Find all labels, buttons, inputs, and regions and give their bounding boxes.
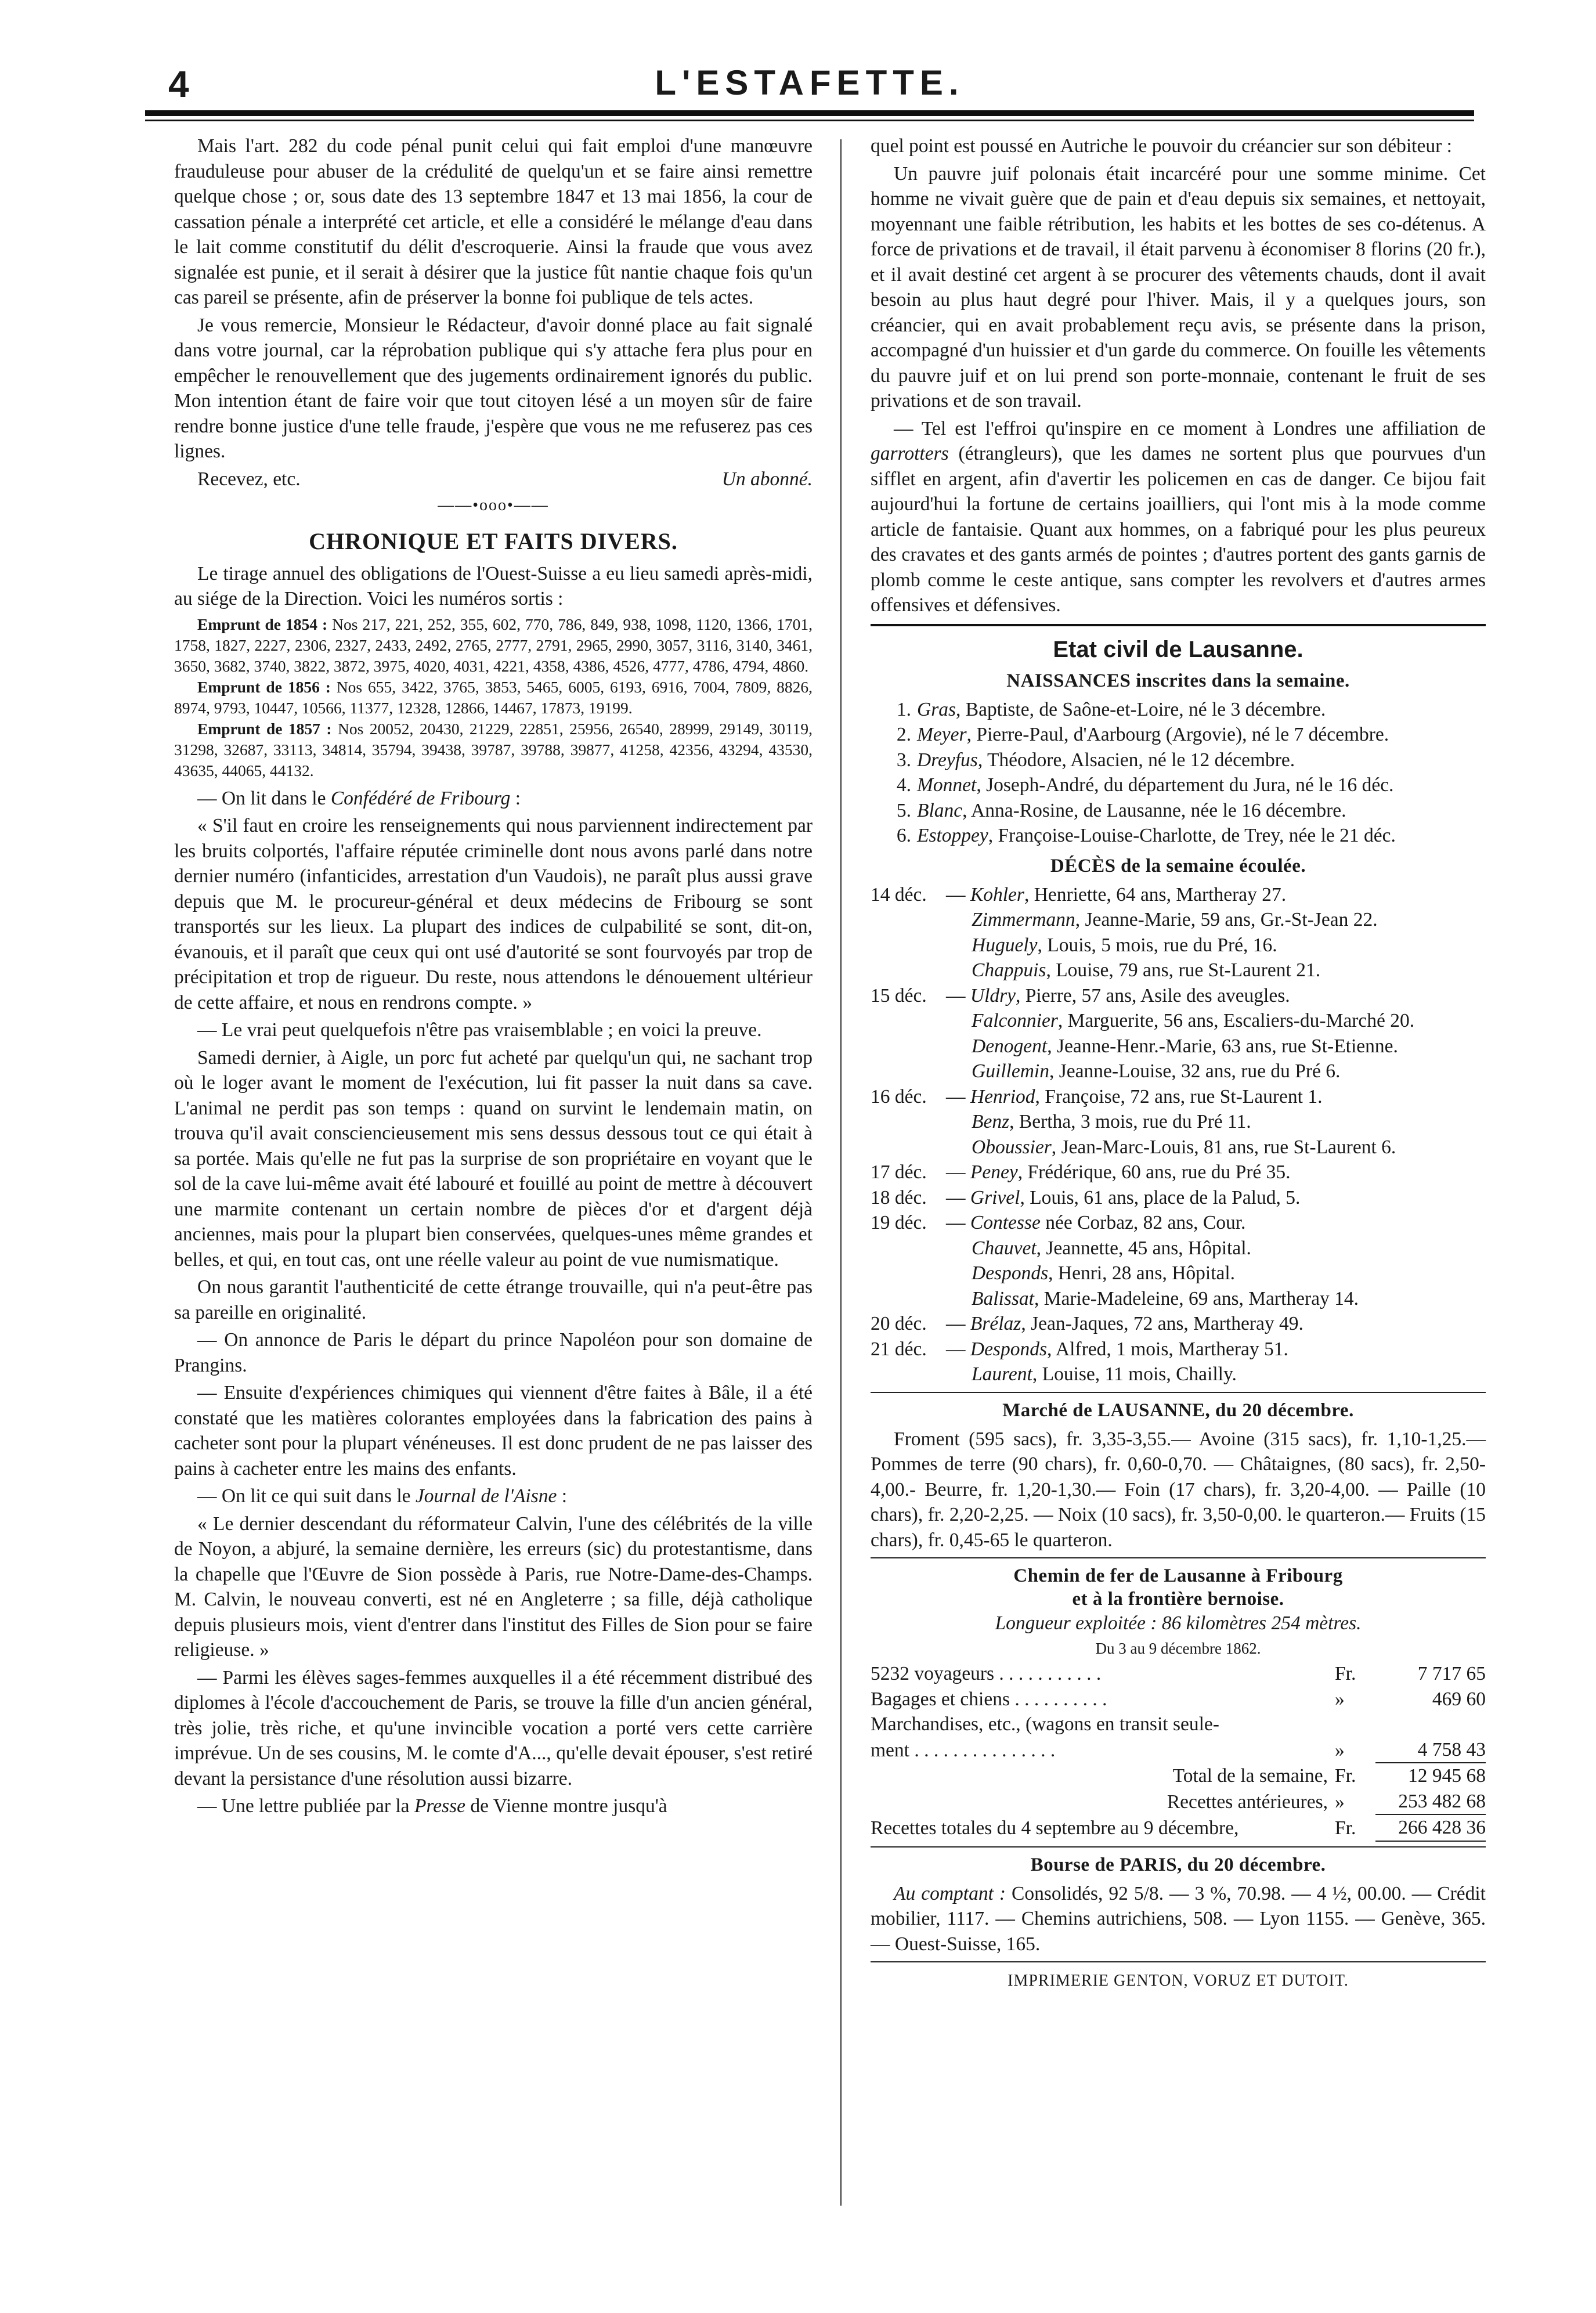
- death-date: 17 déc.: [871, 1161, 927, 1183]
- person-name: Falconnier: [972, 1010, 1058, 1031]
- row-amount: 7 717 65: [1417, 1663, 1486, 1684]
- emprunt-1854: [174, 614, 813, 677]
- list-item: [871, 933, 1486, 958]
- list-item: [871, 798, 1486, 824]
- section-title-chronique: CHRONIQUE ET FAITS DIVERS.: [309, 528, 678, 554]
- emprunt-numbers: Nos 655, 3422, 3765, 3853, 5465, 6005, 6193, 6916, 7004, 7809, 8826, 8974, 9793, 10447, 10566, 11377, 12328, 12866, 14467, 17873, 19199.: [174, 677, 813, 717]
- person-name: Dreyfus: [917, 749, 978, 771]
- death-date: [871, 1286, 946, 1312]
- longueur-text: Longueur exploitée : 86 kilomètres 254 mètres.: [995, 1612, 1362, 1634]
- list-item: [871, 1286, 1486, 1312]
- person-name: Desponds: [972, 1262, 1049, 1284]
- list-item: [871, 983, 1486, 1009]
- item-text: [946, 1286, 1486, 1312]
- death-date: 14 déc.: [871, 883, 927, 905]
- page-number: 4: [168, 63, 189, 105]
- item-text: [946, 1008, 1486, 1034]
- person-details: , Jean-Marc-Louis, 81 ans, rue St-Laurent 6.: [1051, 1136, 1396, 1158]
- row-amount: [1375, 1712, 1486, 1737]
- item-text: [946, 933, 1486, 958]
- list-item: [871, 1236, 1486, 1261]
- item-text: [946, 882, 1486, 908]
- paragraph: — On annonce de Paris le départ du prince Napoléon pour son domaine de Prangins.: [174, 1329, 813, 1376]
- item-text: [946, 1059, 1486, 1084]
- death-date: [871, 1059, 946, 1084]
- person-name: Gras: [917, 698, 956, 720]
- section-rule: [871, 624, 1486, 626]
- item-text: [946, 1261, 1486, 1286]
- text: Consolidés, 92 5/8. — 3 %, 70.98. — 4 ½, 00.00. — Crédit mobilier, 1117. — Chemins autrichiens, 508. — Lyon 1155. — Genève, 365. — Ouest-Suisse, 165.: [871, 1882, 1486, 1955]
- item-text: [946, 1034, 1486, 1059]
- item-text: [946, 907, 1486, 933]
- row-amount: 12 945 68: [1408, 1765, 1486, 1787]
- text: :: [557, 1485, 568, 1507]
- death-date: [871, 1034, 946, 1059]
- death-date: [871, 1135, 946, 1160]
- person-name: Henriod: [970, 1085, 1035, 1107]
- paragraph: — Ensuite d'expériences chimiques qui viennent d'être faites à Bâle, il a été constaté que les matières colorantes employées dans la fabrication des pains à cacheter sont pour la plupart vénéneuses. Il est donc prudent de ne pas laisser des pains à cacheter entre les mains des enfants.: [174, 1382, 813, 1480]
- death-date: [871, 1261, 946, 1286]
- row-currency: »: [1335, 1739, 1345, 1761]
- list-item: [871, 958, 1486, 983]
- text: — Tel est l'effroi qu'inspire en ce moment à Londres une affiliation de: [894, 417, 1486, 439]
- item-text: [917, 748, 1295, 773]
- person-name: Meyer: [917, 724, 967, 745]
- row-label: Total de la semaine,: [1172, 1765, 1328, 1787]
- list-item: [871, 1084, 1486, 1110]
- death-date: [871, 933, 946, 958]
- list-item: [871, 697, 1486, 723]
- emprunt-numbers: Nos 217, 221, 252, 355, 602, 770, 786, 849, 938, 1098, 1120, 1366, 1701, 1758, 1827, 2227, 2306, 2327, 2433, 2492, 2765, 2777, 2791, 2965, 2990, 3057, 3116, 3140, 3461, 3650, 3682, 3740, 3822, 3872, 3975, 4020, 4031, 4221, 4358, 4386, 4526, 4777, 4786, 4794, 4860.: [174, 615, 813, 675]
- person-details: , Marie-Madeleine, 69 ans, Martheray 14.: [1034, 1287, 1359, 1309]
- item-number: 4.: [896, 774, 911, 796]
- ornament-divider: ——•ooo•——: [438, 496, 549, 514]
- emprunt-1856: [174, 677, 813, 719]
- list-item: [871, 1337, 1486, 1362]
- item-text: [946, 1236, 1486, 1261]
- dash: —: [946, 1161, 970, 1183]
- row-currency: »: [1335, 1688, 1345, 1710]
- person-details: , Joseph-André, du département du Jura, né le 16 déc.: [976, 774, 1394, 796]
- section-title-etat-civil: Etat civil de Lausanne.: [1053, 636, 1303, 662]
- list-item: [871, 882, 1486, 908]
- person-name: Balissat: [972, 1287, 1034, 1309]
- list-item: [871, 748, 1486, 773]
- list-item: [871, 1311, 1486, 1337]
- death-date: 16 déc.: [871, 1085, 927, 1107]
- source-name: Presse: [414, 1795, 466, 1817]
- person-name: Huguely: [972, 934, 1038, 956]
- emprunt-label: Emprunt de 1857 :: [197, 719, 332, 738]
- item-text: [917, 722, 1389, 748]
- item-text: [946, 958, 1486, 983]
- emprunt-label: Emprunt de 1856 :: [197, 677, 331, 696]
- list-item: [871, 823, 1486, 849]
- person-details: , Jeanne-Louise, 32 ans, rue du Pré 6.: [1049, 1060, 1341, 1082]
- paragraph: On nous garantit l'authenticité de cette étrange trouvaille, qui n'a peut-être pas sa pareille en originalité.: [174, 1276, 813, 1323]
- person-name: Brélaz: [970, 1313, 1021, 1334]
- row-amount: 253 482 68: [1375, 1789, 1486, 1815]
- person-details: , Françoise-Louise-Charlotte, de Trey, née le 21 déc.: [988, 825, 1396, 846]
- naissances-list: [871, 697, 1486, 849]
- paragraph: [174, 786, 813, 811]
- row-amount: 266 428 36: [1375, 1814, 1486, 1841]
- closing-text: Recevez, etc.: [197, 468, 301, 490]
- paragraph: [871, 1881, 1486, 1957]
- person-details: née Corbaz, 82 ans, Cour.: [1040, 1212, 1246, 1233]
- death-date: 18 déc.: [871, 1186, 927, 1208]
- dash: —: [946, 1212, 970, 1233]
- death-date: [871, 1109, 946, 1135]
- person-name: Kohler: [970, 883, 1024, 905]
- item-text: [946, 1109, 1486, 1135]
- table-row: [871, 1789, 1486, 1815]
- title-line: et à la frontière bernoise.: [1072, 1589, 1284, 1610]
- row-label: Marchandises, etc., (wagons en transit seule-: [871, 1713, 1219, 1735]
- person-name: Chauvet: [972, 1237, 1037, 1259]
- item-text: [946, 983, 1486, 1009]
- person-name: Laurent: [972, 1363, 1032, 1385]
- person-details: , Jeanne-Marie, 59 ans, Gr.-St-Jean 22.: [1075, 909, 1378, 930]
- text: de Vienne montre jusqu'à: [465, 1795, 667, 1817]
- chemin-period: Du 3 au 9 décembre 1862.: [1095, 1639, 1261, 1657]
- person-details: , Anna-Rosine, de Lausanne, née le 16 décembre.: [962, 799, 1346, 821]
- row-label: Bagages et chiens . . . . . . . . . .: [871, 1688, 1107, 1710]
- person-details: , Jeanne-Henr.-Marie, 63 ans, rue St-Etienne.: [1047, 1035, 1398, 1057]
- row-currency: Fr.: [1335, 1765, 1356, 1787]
- person-details: , Pierre, 57 ans, Asile des aveugles.: [1016, 984, 1290, 1006]
- table-row: [871, 1763, 1486, 1789]
- subsection-title-naissances: NAISSANCES inscrites dans la semaine.: [1006, 670, 1350, 691]
- item-text: [946, 1135, 1486, 1160]
- list-item: [871, 1034, 1486, 1059]
- list-item: [871, 1008, 1486, 1034]
- person-name: Monnet: [917, 774, 977, 796]
- death-date: 21 déc.: [871, 1338, 927, 1360]
- table-row: [871, 1712, 1486, 1737]
- person-name: Blanc: [917, 799, 963, 821]
- table-row: [871, 1687, 1486, 1712]
- right-column: [871, 133, 1486, 1994]
- row-currency: Fr.: [1335, 1817, 1356, 1839]
- person-details: , Baptiste, de Saône-et-Loire, né le 3 décembre.: [956, 698, 1326, 720]
- signature: Un abonné.: [721, 468, 813, 490]
- dash: —: [946, 1338, 970, 1360]
- column-divider: [840, 139, 842, 2206]
- person-details: , Alfred, 1 mois, Martheray 51.: [1047, 1338, 1288, 1360]
- person-details: , Pierre-Paul, d'Aarbourg (Argovie), né le 7 décembre.: [966, 724, 1389, 745]
- row-currency: »: [1335, 1791, 1345, 1813]
- person-details: , Louise, 79 ans, rue St-Laurent 21.: [1046, 959, 1321, 981]
- dash: —: [946, 1313, 970, 1334]
- item-text: [917, 773, 1393, 798]
- list-item: [871, 1362, 1486, 1387]
- list-item: [871, 1185, 1486, 1211]
- row-currency: Fr.: [1335, 1663, 1356, 1684]
- death-date: 19 déc.: [871, 1212, 927, 1233]
- person-name: Denogent: [972, 1035, 1048, 1057]
- section-rule: [871, 1392, 1486, 1393]
- paragraph: [174, 1484, 813, 1509]
- paragraph: Mais l'art. 282 du code pénal punit celui qui fait emploi d'une manœuvre frauduleuse pour abuser de la crédulité de quelqu'un et se faire ainsi remettre quelque chose ; or, sous date des 13 septembre 1847 et 13 mai 1856, la cour de cassation pénale a interprété cet article, et elle a considéré le mélange d'eau dans le lait comme constitutif du délit d'escroquerie. Ainsi la fraude que vous avez signalée est punie, et il serait à désirer que la justice fût nantie chaque fois qu'un cas pareil se présente, afin de préserver la bonne foi publique de tels actes.: [174, 135, 813, 308]
- death-date: [871, 958, 946, 983]
- person-name: Benz: [972, 1111, 1010, 1132]
- table-row: [871, 1661, 1486, 1687]
- list-item: [871, 1109, 1486, 1135]
- subsection-title-deces: DÉCÈS de la semaine écoulée.: [1050, 855, 1306, 876]
- paragraph: « S'il faut en croire les renseignements qui nous parviennent indirectement par les bruits colportés, l'affaire réputée criminelle dont nous avons parlé dans notre dernier numéro (infanticides, arrestation d'un Vaudois), ne paraît plus aussi grave depuis que M. le procureur-général et deux médecins de Fribourg se sont transportés sur les lieux. La plupart des indices de culpabilité se sont, dit-on, évanouis, et il paraît que ceux qui ont usé d'autorité se sont fourvoyés par trop de précipitation et trop de rigueur. Du reste, nous attendons le dénouement ultérieur de cette affaire, et nous en rendrons compte. »: [174, 815, 813, 1013]
- person-details: , Françoise, 72 ans, rue St-Laurent 1.: [1035, 1085, 1323, 1107]
- list-item: [871, 1261, 1486, 1286]
- person-name: Zimmermann: [972, 909, 1075, 930]
- row-label: ment . . . . . . . . . . . . . . .: [871, 1739, 1056, 1761]
- section-rule: [871, 1961, 1486, 1962]
- person-details: , Jean-Jaques, 72 ans, Martheray 49.: [1021, 1313, 1303, 1334]
- paragraph: Je vous remercie, Monsieur le Rédacteur, d'avoir donné place au fait signalé dans votre journal, car la réprobation publique qui s'y attache fera plus pour en empêcher le renouvellement que des jugements ordinairement ignorés du public. Mon intention étant de faire voir que tout citoyen lésé a un moyen sûr de faire rendre bonne justice d'une telle fraude, j'espère que vous ne me refuserez pas ces lignes.: [174, 314, 813, 462]
- person-name: Guillemin: [972, 1060, 1049, 1082]
- lead-text: Au comptant :: [894, 1882, 1006, 1904]
- person-name: Grivel: [970, 1186, 1020, 1208]
- death-date: 15 déc.: [871, 984, 927, 1006]
- section-title-chemin-de-fer: [871, 1564, 1486, 1611]
- table-row: [871, 1814, 1486, 1841]
- row-label: Recettes antérieures,: [1167, 1791, 1328, 1813]
- emphasis: garrotters: [871, 443, 949, 464]
- deces-list: [871, 882, 1486, 1387]
- text: :: [510, 787, 521, 809]
- person-details: , Henri, 28 ans, Hôpital.: [1048, 1262, 1236, 1284]
- list-item: [871, 1210, 1486, 1236]
- paragraph: Le tirage annuel des obligations de l'Ouest-Suisse a eu lieu samedi après-midi, au siége de la Direction. Voici les numéros sortis :: [174, 562, 813, 609]
- list-item: [871, 1135, 1486, 1160]
- item-text: [946, 1311, 1486, 1337]
- paragraph: quel point est poussé en Autriche le pouvoir du créancier sur son débiteur :: [871, 135, 1452, 157]
- lottery-numbers: [174, 614, 813, 781]
- paragraph: [871, 416, 1486, 618]
- row-amount: 4 758 43: [1375, 1737, 1486, 1763]
- paragraph: Samedi dernier, à Aigle, un porc fut acheté par quelqu'un qui, ne sachant trop où le loger avant le moment de l'exécution, lui fit passer la nuit dans sa cave. L'animal ne perdit pas son temps : quand on survint le lendemain matin, on trouva qu'il avait consciencieusement mis sens dessus dessous tout ce qui était à sa portée. Mais qu'elle ne fut pas la surprise de son propriétaire en voyant que le sol de la cave lui-même avait été labouré et fouillé au point de mettre à découvert une marmite contenant un certain nombre de pièces d'or et d'argent déjà anciennes, mais pour la plupart bien conservées, quelques-unes même grandes et belles, et qui, en tout cas, ont une réelle valeur au point de vue numismatique.: [174, 1047, 813, 1271]
- person-name: Estoppey: [917, 825, 988, 846]
- list-item: [871, 1160, 1486, 1185]
- person-details: , Louis, 5 mois, rue du Pré, 16.: [1037, 934, 1277, 956]
- item-text: [946, 1185, 1486, 1211]
- chemin-longueur: [871, 1611, 1486, 1636]
- row-currency: [1335, 1712, 1375, 1737]
- item-number: 1.: [896, 698, 911, 720]
- text: (étrangleurs), que les dames ne sortent plus que pourvues d'un sifflet en argent, afin d'avertir les policemen en cas de danger. Ce bijou fait aujourd'hui la fortune de certains joailliers, qui l'ont mis à la mode comme article de fantaisie. Quant aux hommes, on a fabriqué pour les plus peureux des cravates et des gants armés de pointes ; d'autres portent des gants garnis de plomb comme le ceste antique, sans compter les revolvers et d'autres armes offensives et défensives.: [871, 443, 1486, 616]
- item-number: 5.: [896, 799, 911, 821]
- paragraph: « Le dernier descendant du réformateur Calvin, l'une des célébrités de la ville de Noyon, a abjuré, la semaine dernière, les erreurs (sic) du protestantisme, dans la chapelle que l'Œuvre de Sion possède à Paris, rue Notre-Dame-des-Champs. M. Calvin, le nouveau converti, est né en Angleterre ; sa fille, déjà catholique depuis plusieurs mois, vient d'entrer dans l'institut des Filles de Sion pour se faire religieuse. »: [174, 1513, 813, 1661]
- item-text: [946, 1210, 1486, 1236]
- paragraph: Un pauvre juif polonais était incarcéré pour une somme minime. Cet homme ne vivait guère que de pain et d'eau depuis six semaines, et nettoyait, moyennant une faible rétribution, les habits et les bottes de ses co-détenus. A force de privations et de travail, il était parvenu à économiser 8 florins (20 fr.), et il avait destiné cet argent à se procurer des vêtements chauds, dont il avait besoin au plus haut degré pour l'hiver. Mais, il y a quelques jours, son créancier, qui en avait probablement reçu avis, se présente dans la prison, accompagné d'un huissier et d'un garde du commerce. On fouille les vêtements du pauvre juif et on lui prend son porte-monnaie, contenant le fruit de ses privations et de son travail.: [871, 163, 1486, 412]
- section-rule: [871, 1557, 1486, 1558]
- dash: —: [946, 984, 970, 1006]
- header-rule-thick: [145, 110, 1474, 116]
- person-name: Oboussier: [972, 1136, 1052, 1158]
- item-text: [917, 823, 1396, 849]
- emprunt-numbers: Nos 20052, 20430, 21229, 22851, 25956, 26540, 28999, 29149, 30119, 31298, 32687, 33113, 34814, 35794, 39438, 39787, 39788, 39877, 41258, 42356, 43294, 43530, 43635, 44065, 44132.: [174, 719, 813, 780]
- title-line: Chemin de fer de Lausanne à Fribourg: [1013, 1565, 1343, 1586]
- person-name: Desponds: [970, 1338, 1048, 1360]
- death-date: [871, 907, 946, 933]
- row-label: 5232 voyageurs . . . . . . . . . . .: [871, 1663, 1102, 1684]
- emprunt-1857: [174, 719, 813, 781]
- death-date: [871, 1008, 946, 1034]
- printer-credit: IMPRIMERIE GENTON, VORUZ ET DUTOIT.: [1008, 1972, 1349, 1990]
- death-date: 20 déc.: [871, 1313, 927, 1334]
- item-number: 6.: [896, 825, 911, 846]
- list-item: [871, 773, 1486, 798]
- header-rule-thin: [145, 120, 1474, 121]
- item-text: [946, 1160, 1486, 1185]
- person-details: , Louise, 11 mois, Chailly.: [1032, 1363, 1237, 1385]
- paragraph: Froment (595 sacs), fr. 3,35-3,55.— Avoine (315 sacs), fr. 1,10-1,25.— Pommes de terre (90 chars), fr. 0,60-0,70. — Châtaignes, (80 sacs), fr. 2,50-4,00.- Beurre, fr. 1,20-1,30.— Foin (17 chars), fr. 3,20-4,00. — Paille (10 chars), fr. 2,20-2,25. — Noix (10 sacs), fr. 3,50-0,00. le quarteron.— Fruits (15 chars), fr. 0,45-65 le quarteron.: [871, 1428, 1486, 1551]
- section-rule: [871, 1846, 1486, 1847]
- list-item: [871, 722, 1486, 748]
- dash: —: [946, 1186, 970, 1208]
- row-label: Recettes totales du 4 septembre au 9 décembre,: [871, 1817, 1239, 1839]
- item-text: [946, 1362, 1486, 1387]
- text: — On lit ce qui suit dans le: [197, 1485, 416, 1507]
- death-date: [871, 1236, 946, 1261]
- item-text: [946, 1337, 1486, 1362]
- person-details: , Jeannette, 45 ans, Hôpital.: [1036, 1237, 1251, 1259]
- item-number: 3.: [896, 749, 911, 771]
- list-item: [871, 907, 1486, 933]
- list-item: [871, 1059, 1486, 1084]
- dash: —: [946, 1085, 970, 1107]
- paragraph: — Parmi les élèves sages-femmes auxquelles il a été récemment distribué des diplomes à l'école d'accouchement de Paris, se trouve la fille d'un ancien général, très jolie, très riche, et qu'une invincible vocation a porté vers cette carrière imprévue. Un de ses cousins, M. le comte d'A..., qu'elle devait épouser, s'est retiré devant la persistance d'une résolution aussi bizarre.: [174, 1666, 813, 1789]
- person-name: Uldry: [970, 984, 1016, 1006]
- person-name: Contesse: [970, 1212, 1041, 1233]
- dash: —: [946, 883, 970, 905]
- paragraph: [174, 1794, 813, 1819]
- section-title-bourse: Bourse de PARIS, du 20 décembre.: [1030, 1854, 1326, 1875]
- page-header: [145, 58, 1474, 110]
- person-details: , Frédérique, 60 ans, rue du Pré 35.: [1017, 1161, 1291, 1183]
- emprunt-label: Emprunt de 1854 :: [197, 615, 328, 633]
- person-details: , Henriette, 64 ans, Martheray 27.: [1024, 883, 1287, 905]
- item-text: [917, 697, 1326, 723]
- item-number: 2.: [896, 724, 911, 745]
- source-name: Journal de l'Aisne: [415, 1485, 557, 1507]
- text: — Une lettre publiée par la: [197, 1795, 414, 1817]
- text: — On lit dans le: [197, 787, 331, 809]
- table-row: [871, 1737, 1486, 1763]
- left-column: [174, 133, 813, 1821]
- person-details: , Bertha, 3 mois, rue du Pré 11.: [1009, 1111, 1251, 1132]
- person-name: Chappuis: [972, 959, 1046, 981]
- recettes-table: [871, 1661, 1486, 1842]
- person-details: , Louis, 61 ans, place de la Palud, 5.: [1020, 1186, 1301, 1208]
- person-details: , Marguerite, 56 ans, Escaliers-du-Marché 20.: [1057, 1010, 1415, 1031]
- letter-closing: [174, 467, 813, 492]
- paragraph: — Le vrai peut quelquefois n'être pas vraisemblable ; en voici la preuve.: [197, 1019, 762, 1041]
- item-text: [946, 1084, 1486, 1110]
- source-name: Confédéré de Fribourg: [330, 787, 511, 809]
- item-text: [917, 798, 1346, 824]
- death-date: [871, 1362, 946, 1387]
- person-details: , Théodore, Alsacien, né le 12 décembre.: [977, 749, 1295, 771]
- row-amount: 469 60: [1432, 1688, 1486, 1710]
- masthead-title: L'ESTAFETTE.: [655, 63, 965, 102]
- person-name: Peney: [970, 1161, 1018, 1183]
- section-title-marche: Marché de LAUSANNE, du 20 décembre.: [1002, 1399, 1354, 1421]
